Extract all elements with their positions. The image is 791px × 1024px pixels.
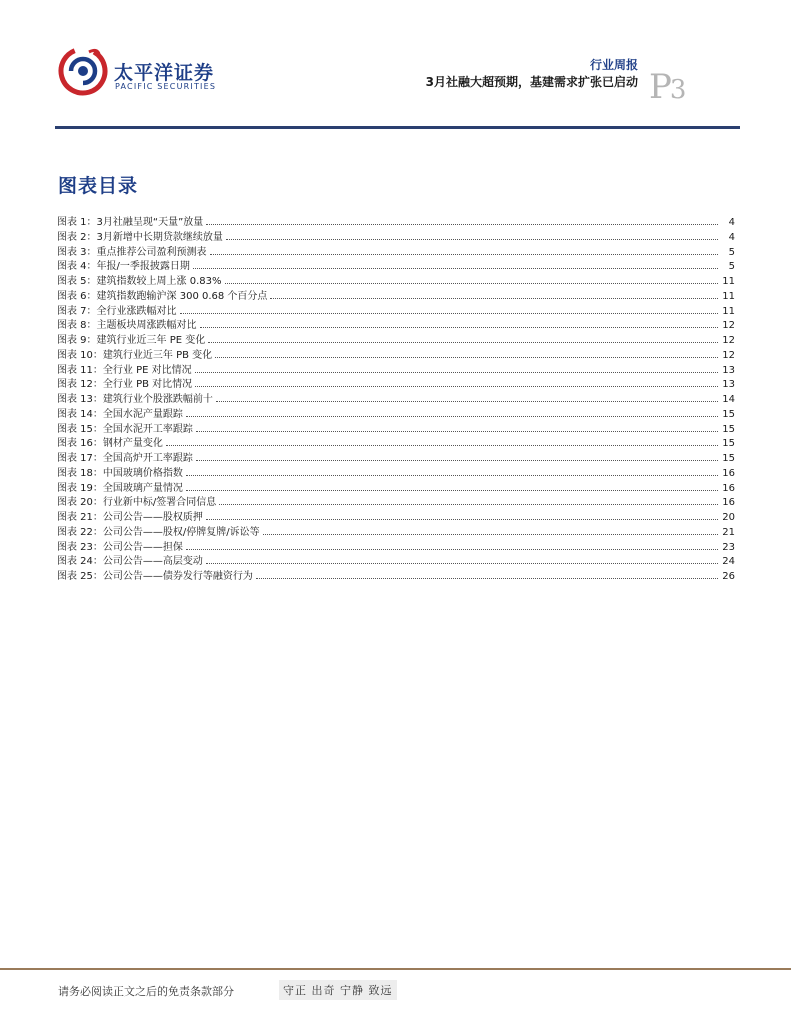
page-digit: 3 (669, 75, 685, 105)
report-title: 3月社融大超预期，基建需求扩张已启动 (425, 75, 638, 89)
footer-motto: 守正 出奇 宁静 致远 (279, 980, 397, 1000)
toc-entry-label: 图表 2：3月新增中长期贷款继续放量 (57, 231, 223, 243)
toc-entry-page: 15 (722, 423, 735, 435)
toc-leader-dots (196, 451, 718, 461)
toc-leader-dots (216, 392, 718, 402)
toc-entry-label: 图表 25：公司公告——债券发行等融资行为 (57, 571, 253, 582)
toc-entry[interactable] (57, 436, 735, 451)
toc-leader-dots (215, 348, 718, 358)
toc-entry[interactable] (57, 392, 735, 407)
company-logo (57, 44, 217, 94)
toc-entry-page: 12 (722, 335, 735, 346)
toc-entry-page: 26 (722, 571, 735, 582)
toc-entry-label: 图表 17：全国高炉开工率跟踪 (57, 453, 193, 464)
toc-leader-dots (180, 304, 718, 314)
toc-entry-label: 图表 14：全国水泥产量跟踪 (57, 408, 183, 420)
header-divider (55, 126, 740, 129)
toc-entry-label: 图表 19：全国玻璃产量情况 (57, 482, 183, 494)
toc-entry-page: 15 (722, 438, 735, 450)
toc-leader-dots (196, 422, 718, 432)
toc-leader-dots (195, 363, 718, 373)
toc-leader-dots (206, 554, 718, 564)
toc-entry[interactable] (57, 510, 735, 525)
toc-entry-page: 21 (722, 526, 735, 538)
page-letter: P (649, 67, 670, 107)
toc-entry[interactable] (57, 569, 735, 584)
toc-entry[interactable] (57, 495, 735, 510)
toc-entry-page: 5 (728, 261, 735, 273)
toc-entry[interactable] (57, 274, 735, 289)
toc-entry-page: 4 (728, 217, 735, 228)
toc-entry-page: 13 (722, 364, 735, 376)
toc-entry-label: 图表 18：中国玻璃价格指数 (57, 467, 183, 479)
toc-entry-page: 16 (722, 482, 735, 494)
toc-leader-dots (206, 215, 718, 225)
toc-entry[interactable] (57, 215, 735, 230)
company-name-cn: 太平洋证券 (114, 62, 215, 84)
toc-entry[interactable] (57, 289, 735, 304)
toc-list (57, 215, 735, 584)
toc-entry-label: 图表 23：公司公告——担保 (57, 541, 183, 553)
toc-entry-label: 图表 8：主题板块周涨跌幅对比 (57, 320, 197, 332)
toc-entry-label: 图表 12：全行业 PB 对比情况 (57, 379, 193, 391)
toc-entry-label: 图表 5：建筑指数较上周上涨 0.83% (57, 276, 222, 287)
toc-entry-label: 图表 22：公司公告——股权/停牌复牌/诉讼等 (57, 526, 260, 538)
toc-leader-dots (186, 407, 718, 417)
toc-entry-page: 16 (722, 467, 735, 479)
toc-leader-dots (186, 540, 718, 550)
toc-entry[interactable] (57, 363, 735, 378)
toc-entry-label: 图表 15：全国水泥开工率跟踪 (57, 423, 193, 435)
toc-entry[interactable] (57, 348, 735, 363)
toc-entry[interactable] (57, 318, 735, 333)
toc-entry-page: 11 (722, 276, 735, 287)
toc-entry-page: 20 (722, 512, 735, 523)
toc-entry-label: 图表 1：3月社融呈现“天量”放量 (57, 217, 204, 228)
toc-entry-page: 23 (722, 541, 735, 553)
toc-entry[interactable] (57, 525, 735, 540)
toc-entry-page: 4 (728, 231, 735, 243)
toc-leader-dots (166, 436, 718, 446)
toc-entry[interactable] (57, 407, 735, 422)
toc-entry-page: 11 (722, 305, 735, 317)
toc-entry-page: 16 (722, 497, 735, 509)
toc-entry-label: 图表 9：建筑行业近三年 PE 变化 (57, 335, 206, 346)
toc-leader-dots (186, 481, 718, 491)
toc-leader-dots (206, 510, 718, 520)
toc-leader-dots (219, 495, 718, 505)
toc-entry[interactable] (57, 422, 735, 437)
toc-entry[interactable] (57, 230, 735, 245)
toc-entry-label: 图表 6：建筑指数跑输沪深 300 0.68 个百分点 (57, 290, 268, 302)
toc-entry-label: 图表 16：钢材产量变化 (57, 438, 163, 450)
toc-entry-label: 图表 21：公司公告——股权质押 (57, 512, 203, 523)
footer-disclaimer: 请务必阅读正文之后的免责条款部分 (58, 985, 234, 998)
toc-leader-dots (200, 318, 718, 328)
toc-entry[interactable] (57, 466, 735, 481)
toc-entry-label: 图表 20：行业新中标/签署合同信息 (57, 497, 217, 509)
toc-entry-page: 14 (722, 394, 735, 405)
toc-entry[interactable] (57, 304, 735, 319)
toc-entry[interactable] (57, 451, 735, 466)
toc-leader-dots (226, 230, 718, 240)
toc-entry[interactable] (57, 333, 735, 348)
toc-entry-label: 图表 10：建筑行业近三年 PB 变化 (57, 349, 213, 361)
toc-entry-label: 图表 4：年报/一季报披露日期 (57, 261, 190, 273)
toc-entry[interactable] (57, 481, 735, 496)
report-type: 行业周报 (589, 58, 638, 72)
toc-leader-dots (186, 466, 718, 476)
toc-entry[interactable] (57, 377, 735, 392)
toc-entry-label: 图表 24：公司公告——高层变动 (57, 556, 203, 568)
toc-entry-page: 11 (722, 290, 735, 302)
pacific-securities-logo-icon (57, 44, 109, 96)
toc-leader-dots (263, 525, 718, 535)
toc-entry-page: 5 (728, 246, 735, 258)
toc-entry-page: 15 (722, 408, 735, 420)
toc-entry[interactable] (57, 554, 735, 569)
toc-entry-page: 12 (722, 320, 735, 332)
toc-entry-page: 12 (722, 349, 735, 361)
page-number (649, 67, 685, 107)
company-name-en: PACIFIC SECURITIES (115, 82, 217, 91)
toc-entry[interactable] (57, 259, 735, 274)
toc-entry[interactable] (57, 540, 735, 555)
toc-entry-label: 图表 11：全行业 PE 对比情况 (57, 364, 192, 376)
toc-leader-dots (210, 245, 718, 255)
toc-entry[interactable] (57, 245, 735, 260)
toc-leader-dots (270, 289, 718, 299)
footer-divider (0, 968, 791, 970)
toc-leader-dots (208, 333, 718, 343)
toc-title: 图表目录 (58, 175, 139, 197)
toc-entry-label: 图表 13：建筑行业个股涨跌幅前十 (57, 394, 213, 405)
toc-leader-dots (256, 569, 718, 579)
toc-entry-label: 图表 7：全行业涨跌幅对比 (57, 305, 177, 317)
toc-entry-label: 图表 3：重点推荐公司盈利预测表 (57, 246, 207, 258)
toc-leader-dots (193, 259, 718, 269)
toc-entry-page: 24 (722, 556, 735, 568)
toc-leader-dots (225, 274, 719, 284)
toc-leader-dots (195, 377, 718, 387)
toc-entry-page: 13 (722, 379, 735, 391)
toc-entry-page: 15 (722, 453, 735, 464)
